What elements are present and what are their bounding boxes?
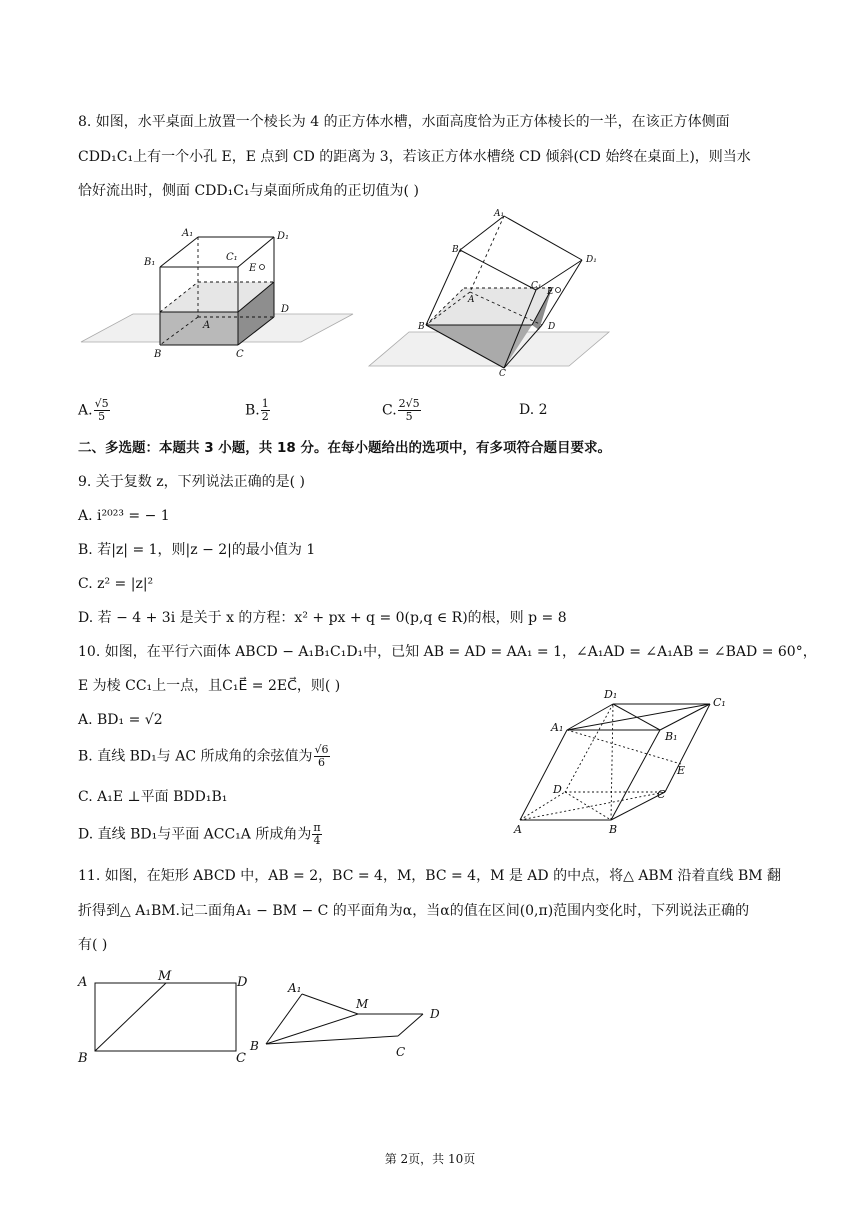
q8-fig1-label-E: E xyxy=(249,263,257,274)
q8-fig2-label-C1: C₁ xyxy=(531,281,542,291)
q10-option-d: D. 直线 BD₁与平面 ACC₁A 所成角为 $\frac{\pi}{4}$ xyxy=(78,821,321,847)
q11-fig1-label-B: B xyxy=(78,1051,88,1066)
q8-fig2-label-B1: B₁ xyxy=(452,245,463,255)
q11-fig1-label-M: M xyxy=(158,969,172,984)
q10-fig-label-D1: D₁ xyxy=(604,688,618,701)
q8-option-a: A. $\frac{√5}{5}$ xyxy=(78,397,109,423)
q10-fig-label-C1: C₁ xyxy=(713,696,726,709)
q8-fig1-label-B: B xyxy=(154,349,162,360)
q9-option-d: D. 若 − 4 + 3i 是关于 x 的方程：x² + px + q = 0(p,q ∈ R)的根，则 p = 8 xyxy=(78,610,567,626)
q11-fig2-label-D: D xyxy=(430,1007,440,1021)
q8-line2: CDD₁C₁上有一个小孔 E，E 点到 CD 的距离为 3，若该正方体水槽绕 CD 倾斜(CD 始终在桌面上)，则当水 xyxy=(78,149,751,165)
q11-line1: 11. 如图，在矩形 ABCD 中，AB = 2，BC = 4，M，BC = 4，M 是 AD 的中点，将△ ABM 沿着直线 BM 翻 xyxy=(78,868,782,884)
q11-fig2-label-A1: A₁ xyxy=(288,981,302,995)
q10-parallelepiped-figure xyxy=(505,682,745,840)
q10-line1: 10. 如图，在平行六面体 ABCD − A₁B₁C₁D₁中，已知 AB = AD = AA₁ = 1，∠A₁AD = ∠A₁AB = ∠BAD = 60°， xyxy=(78,644,817,660)
q8-fig2-label-A: A xyxy=(468,295,475,305)
q9-stem: 9. 关于复数 z，下列说法正确的是( ) xyxy=(78,474,306,490)
q10-fig-label-A1: A₁ xyxy=(551,721,564,734)
q11-fig1-label-C: C xyxy=(236,1051,246,1066)
page-footer: 第 2页，共 10页 xyxy=(384,1152,476,1166)
q10-fig-label-C: C xyxy=(657,788,666,801)
q8-option-b: B. $\frac{1}{2}$ xyxy=(245,397,269,423)
q10-fig-label-B1: B₁ xyxy=(665,730,678,743)
q10-option-b: B. 直线 BD₁与 AC 所成角的余弦值为 $\frac{√6}{6}$ xyxy=(78,743,329,769)
q8-fig2-label-E: E xyxy=(547,287,554,297)
q8-fig1-label-D: D xyxy=(281,304,290,315)
q8-option-d: D. 2 xyxy=(519,402,548,418)
q8-fig2-label-A1: A₁ xyxy=(494,209,505,219)
q11-fig2-label-B: B xyxy=(250,1039,259,1053)
q10-option-c: C. A₁E ⊥平面 BDD₁B₁ xyxy=(78,789,228,805)
q8-fig1-label-C: C xyxy=(236,349,244,360)
q11-line3: 有( ) xyxy=(78,937,108,953)
q11-folded-figure xyxy=(248,974,458,1064)
q10-fig-label-A: A xyxy=(514,823,522,836)
q11-fig2-label-M: M xyxy=(356,997,369,1011)
section-heading-multi-choice: 二、多选题：本题共 3 小题，共 18 分。在每小题给出的选项中，有多项符合题目要求。 xyxy=(78,440,611,456)
q8-fig1-label-D1: D₁ xyxy=(277,231,290,242)
q9-option-c: C. z² = |z|² xyxy=(78,576,154,592)
q8-fig2-label-D1: D₁ xyxy=(586,255,597,265)
q11-line2: 折得到△ A₁BM.记二面角A₁ − BM − C 的平面角为α，当α的值在区间(0,π)范围内变化时，下列说法正确的 xyxy=(78,903,750,919)
q11-fig1-label-A: A xyxy=(78,975,88,990)
q9-option-b: B. 若|z| = 1，则|z − 2|的最小值为 1 xyxy=(78,542,316,558)
q8-line1: 8. 如图，水平桌面上放置一个棱长为 4 的正方体水槽，水面高度恰为正方体棱长的一半，在该正方体侧面 xyxy=(78,114,730,130)
q8-fig2-label-C: C xyxy=(499,369,506,378)
q8-fig2-label-D: D xyxy=(548,322,556,332)
q8-fig1-label-C1: C₁ xyxy=(226,252,238,263)
q8-fig1-label-B1: B₁ xyxy=(144,257,156,268)
q9-option-a: A. i²⁰²³ = − 1 xyxy=(78,508,170,524)
q8-fig1-label-A: A xyxy=(203,320,211,331)
q11-rectangle-figure xyxy=(74,966,259,1066)
q10-fig-label-E: E xyxy=(677,764,686,777)
q8-cube-figure xyxy=(76,222,361,360)
q8-line3: 恰好流出时，侧面 CDD₁C₁与桌面所成角的正切值为( ) xyxy=(78,183,419,199)
q10-fig-label-D: D xyxy=(553,783,562,796)
q10-fig-label-B: B xyxy=(609,823,618,836)
q8-fig2-label-B: B xyxy=(418,322,425,332)
q11-fig2-label-C: C xyxy=(396,1045,406,1059)
q8-fig1-label-A1: A₁ xyxy=(182,228,194,239)
q10-line2: E 为棱 CC₁上一点，且C₁E⃗ = 2EC⃗，则( ) xyxy=(78,678,341,694)
q8-tilted-cube-figure xyxy=(364,208,614,378)
q11-fig1-label-D: D xyxy=(237,975,248,990)
q8-option-c: C. $\frac{2√5}{5}$ xyxy=(382,397,420,423)
q10-option-a: A. BD₁ = √2 xyxy=(78,712,163,728)
